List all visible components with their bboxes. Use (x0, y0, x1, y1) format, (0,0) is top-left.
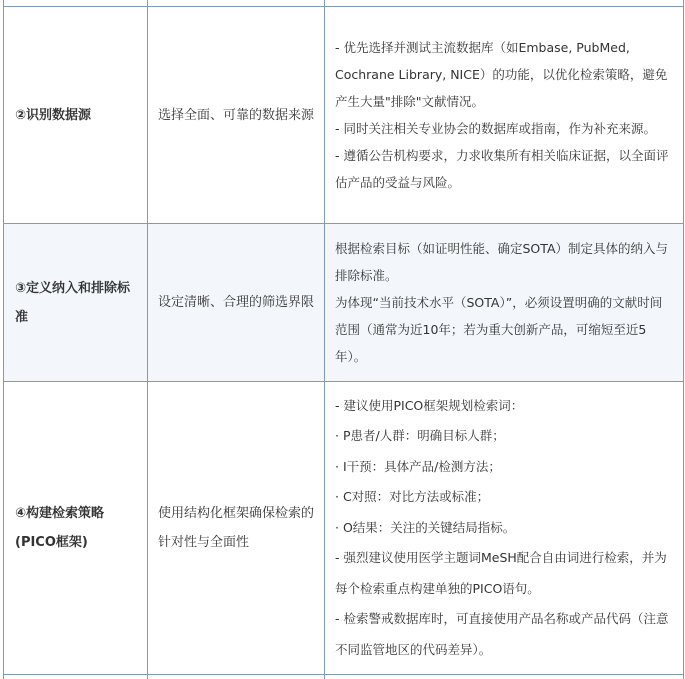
table-row (4, 224, 683, 382)
details-cell (325, 675, 681, 679)
goal-text: 设定清晰、合理的筛选界限 (158, 295, 315, 310)
detail-item: 为体现“当前技术水平（SOTA）”，必须设置明确的文献时间范围（通常为近10年；若为重大创新产品，可缩短至近5年）。 (335, 295, 663, 364)
step-cell (4, 224, 148, 381)
step-label: ②识别数据源 (15, 107, 92, 123)
detail-item: · O结果：关注的关键结局指标。 (335, 519, 516, 535)
details-cell (325, 7, 681, 223)
table-row (4, 7, 683, 224)
detail-item: 根据检索目标（如证明性能、确定SOTA）制定具体的纳入与排除标准。 (335, 241, 668, 283)
table-row (4, 0, 683, 7)
detail-item: · I干预：具体产品/检测方法； (335, 458, 501, 474)
detail-item: · C对照：对比方法或标准； (335, 489, 490, 505)
details-cell (325, 382, 681, 674)
goal-cell (148, 7, 325, 223)
goal-cell (148, 675, 325, 679)
evidence-search-table (3, 0, 684, 679)
step-cell (4, 382, 148, 674)
detail-item: - 检索警戒数据库时，可直接使用产品名称或产品代码（注意不同监管地区的代码差异）。 (335, 611, 669, 657)
detail-item: - 强烈建议使用医学主题词MeSH配合自由词进行检索，并为每个检索重点构建单独的PICO语句。 (335, 550, 667, 596)
step-cell (4, 7, 148, 223)
detail-item: - 遵循公告机构要求，力求收集所有相关临床证据，以全面评估产品的受益与风险。 (335, 148, 669, 190)
table-row (4, 675, 683, 679)
detail-item: - 同时关注相关专业协会的数据库或指南，作为补充来源。 (335, 121, 656, 136)
details-cell (325, 224, 681, 381)
goal-text: 使用结构化框架确保检索的针对性与全面性 (158, 506, 315, 550)
detail-item: · P患者/人群：明确目标人群； (335, 428, 505, 444)
step-label: ③定义纳入和排除标准 (15, 280, 131, 325)
goal-cell (148, 224, 325, 381)
goal-text: 选择全面、可靠的数据来源 (158, 107, 315, 123)
goal-cell (148, 382, 325, 674)
step-cell (4, 675, 148, 679)
detail-item: - 优先选择并测试主流数据库（如Embase, PubMed, Cochrane Library, NICE）的功能，以优化检索策略，避免产生大量"排除"文献情况。 (335, 40, 668, 109)
detail-item: - 建议使用PICO框架规划检索词： (335, 397, 524, 413)
goal-cell (148, 0, 325, 6)
table-row (4, 382, 683, 675)
details-cell (325, 0, 681, 6)
step-cell (4, 0, 148, 6)
step-label: ④构建检索策略(PICO框架) (15, 506, 105, 550)
